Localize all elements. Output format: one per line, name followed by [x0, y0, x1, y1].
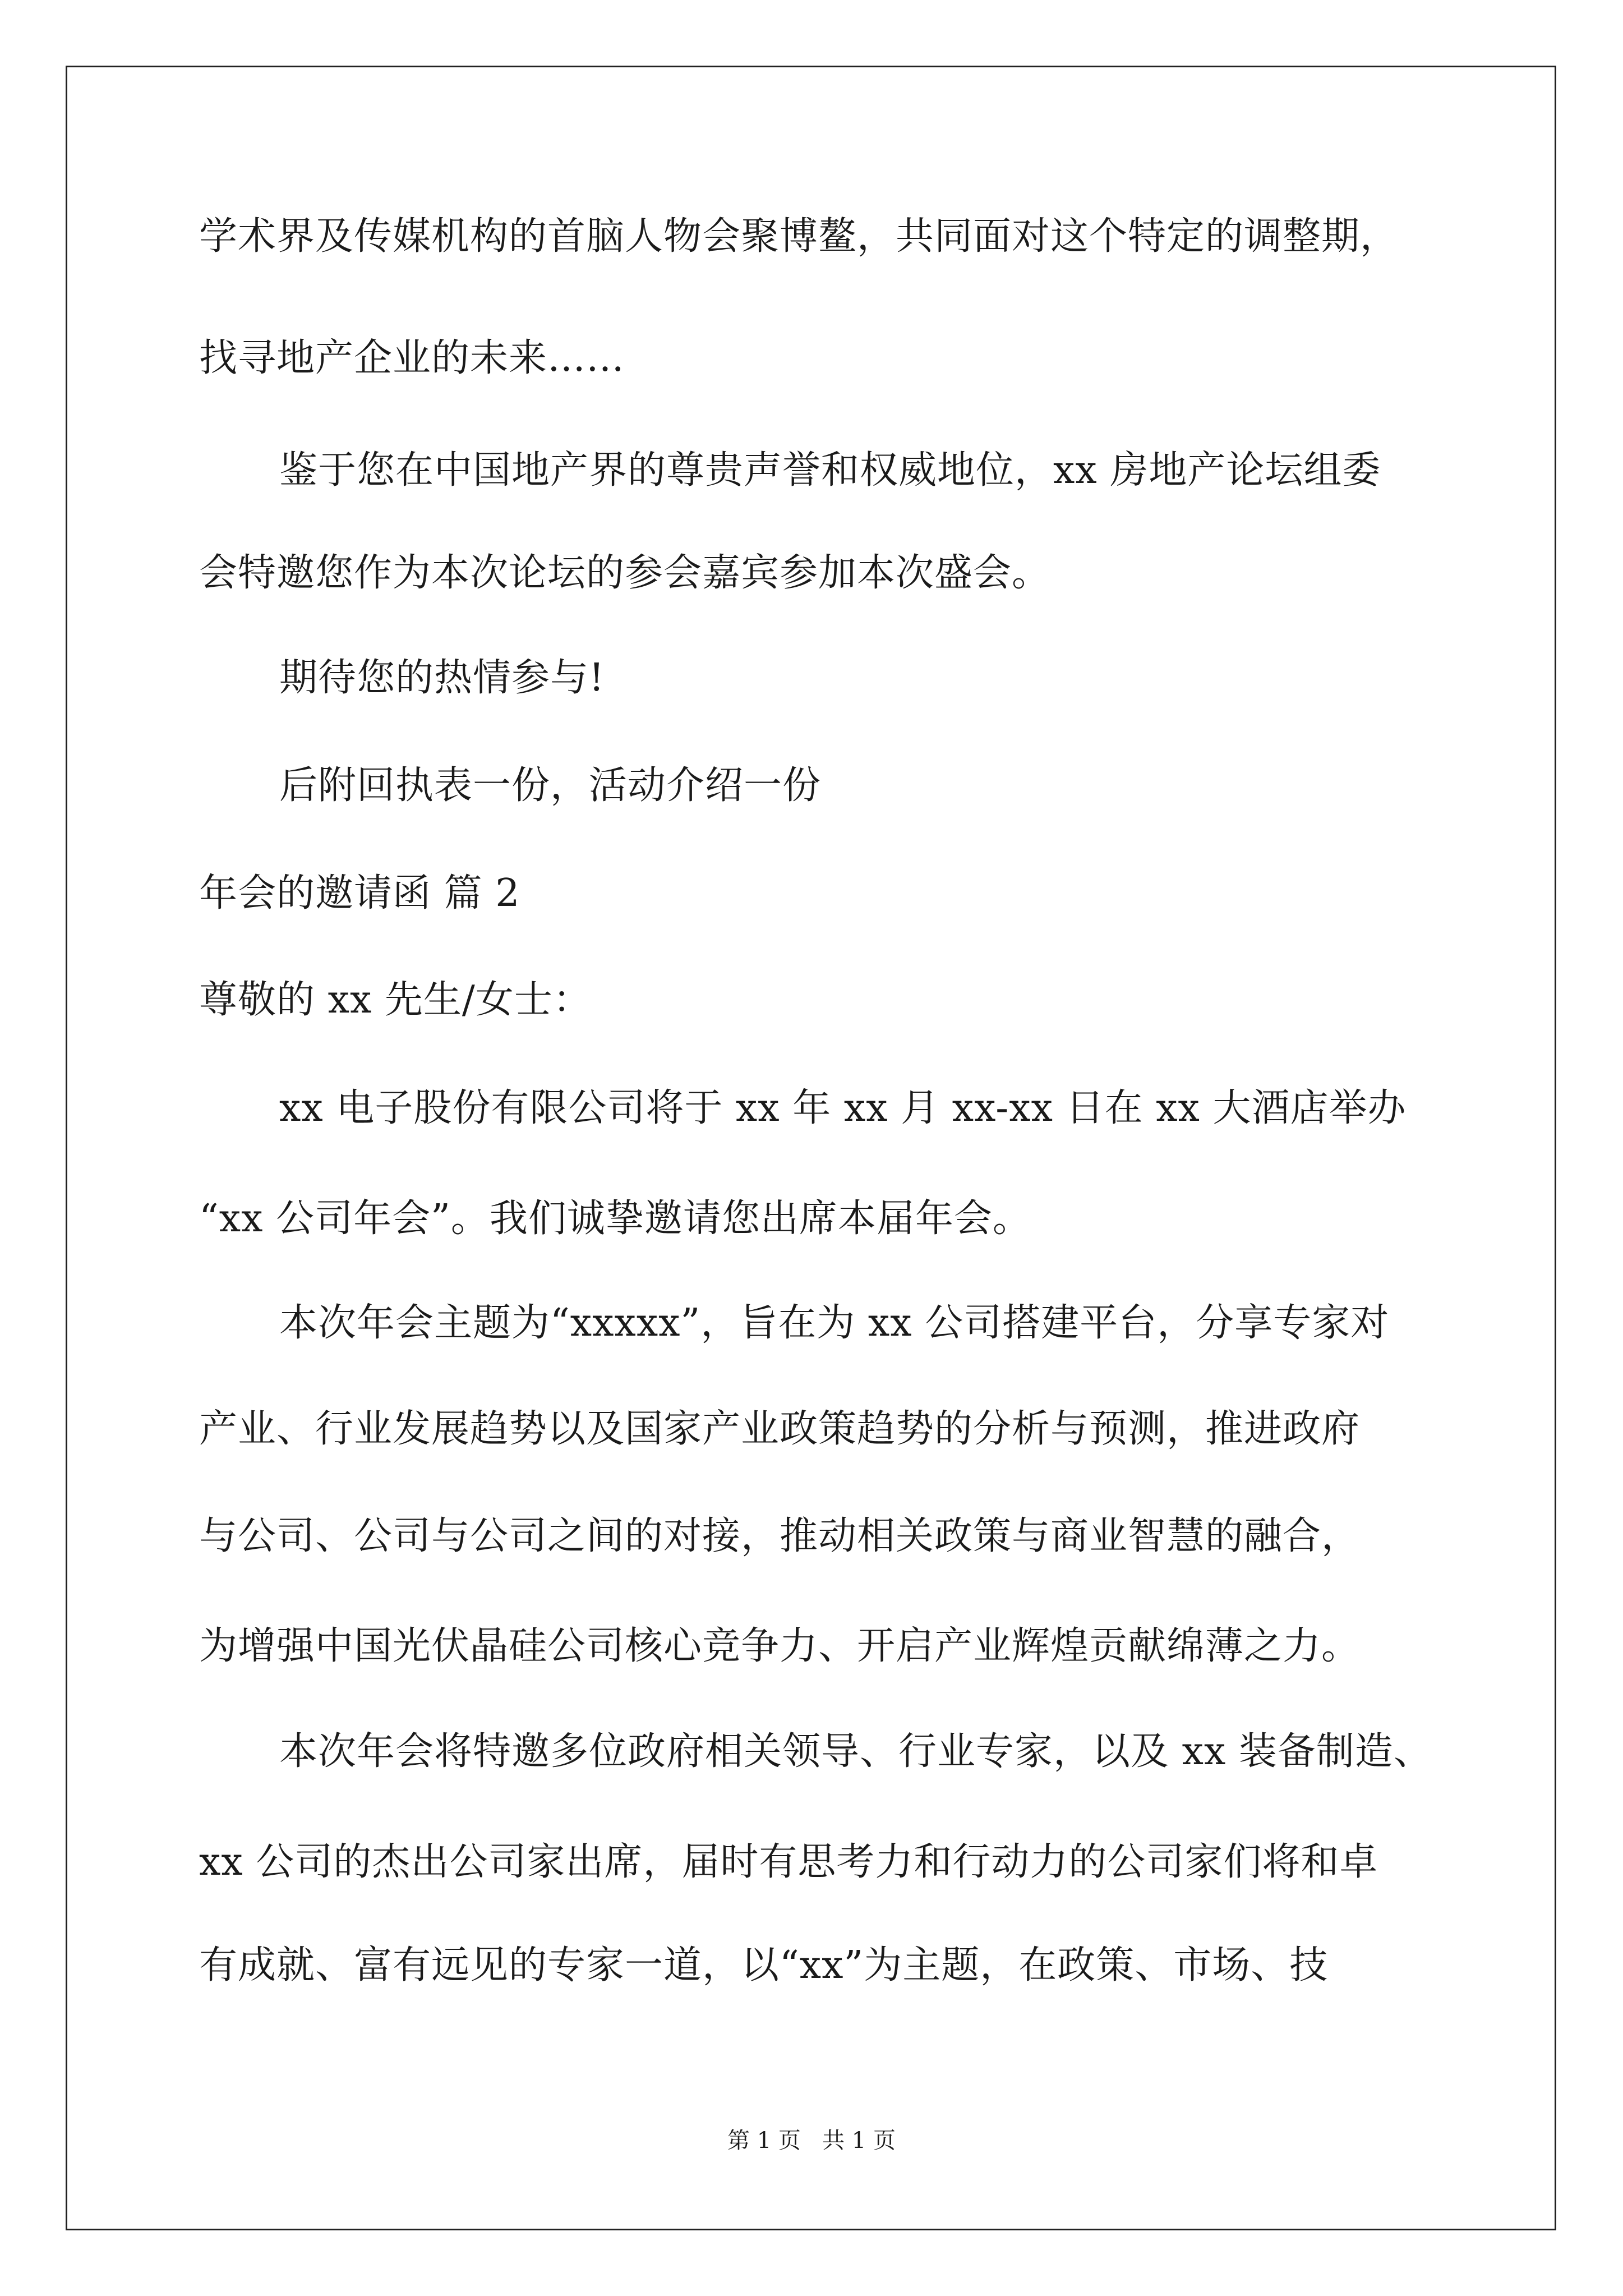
text-line-9: xx 电子股份有限公司将于 xx 年 xx 月 xx-xx 日在 xx 大酒店举办 — [279, 1086, 1407, 1130]
text-line-15: 本次年会将特邀多位政府相关领导、行业专家，以及 xx 装备制造、 — [279, 1729, 1432, 1774]
text-line-1: 学术界及传媒机构的首脑人物会聚博鳌，共同面对这个特定的调整期， — [199, 214, 1399, 259]
text-line-11: 本次年会主题为“xxxxx”，旨在为 xx 公司搭建平台，分享专家对 — [279, 1301, 1390, 1345]
text-line-16: xx 公司的杰出公司家出席，届时有思考力和行动力的公司家们将和卓 — [199, 1840, 1378, 1884]
page-number-footer: 第 1 页 共 1 页 — [727, 2128, 896, 2154]
text-line-3: 鉴于您在中国地产界的尊贵声誉和权威地位，xx 房地产论坛组委 — [279, 448, 1381, 493]
text-line-12: 产业、行业发展趋势以及国家产业政策趋势的分析与预测，推进政府 — [199, 1407, 1361, 1451]
text-line-2: 找寻地产企业的未来…… — [199, 336, 625, 380]
text-line-17: 有成就、富有远见的专家一道，以“xx”为主题，在政策、市场、技 — [199, 1943, 1329, 1987]
section-heading: 年会的邀请函 篇 2 — [199, 871, 520, 915]
page-border — [66, 66, 1556, 2230]
text-line-13: 与公司、公司与公司之间的对接，推动相关政策与商业智慧的融合， — [199, 1514, 1361, 1558]
text-line-14: 为增强中国光伏晶硅公司核心竞争力、开启产业辉煌贡献绵薄之力。 — [199, 1624, 1361, 1668]
text-line-4: 会特邀您作为本次论坛的参会嘉宾参加本次盛会。 — [199, 551, 1051, 595]
text-line-10: “xx 公司年会”。我们诚挚邀请您出席本届年会。 — [199, 1197, 1031, 1241]
salutation: 尊敬的 xx 先生/女士： — [199, 978, 592, 1022]
text-line-5: 期待您的热情参与! — [279, 656, 605, 700]
text-line-6: 后附回执表一份，活动介绍一份 — [279, 763, 822, 808]
